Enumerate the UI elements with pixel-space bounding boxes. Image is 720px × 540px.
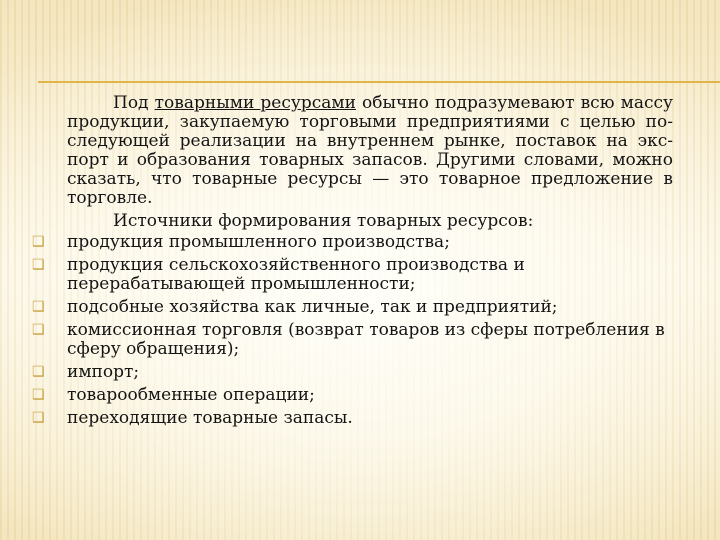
list-item-text: продукция сельскохозяйственного производства и перерабатывающей промышленности; <box>67 255 525 294</box>
list-item-text: импорт; <box>67 362 140 382</box>
bullet-icon: ❑ <box>32 234 45 250</box>
list-item-text: комиссионная торговля (возврат товаров из сферы потребления в сферу обращения); <box>67 320 665 359</box>
slide-body <box>32 93 673 432</box>
intro-rest: обычно подразумевают всю массу продукции, закупаемую торговыми предприятиями с целью по-следующей реализации на внутреннем рынке, поставок на экс-порт и образования товарных запасов. Другими словами, можно сказать, что товарные ресурсы — это товарное предложение в торговле. <box>67 93 673 208</box>
intro-prefix: Под <box>113 93 155 113</box>
list-item-text: товарообменные операции; <box>67 385 315 405</box>
list-item <box>32 255 673 294</box>
list-item-text: переходящие товарные запасы. <box>67 408 353 428</box>
bullet-icon: ❑ <box>32 257 45 273</box>
intro-paragraph <box>67 94 673 208</box>
list-item-text: подсобные хозяйства как личные, так и предприятий; <box>67 297 558 317</box>
bullet-icon: ❑ <box>32 322 45 338</box>
list-item <box>32 385 673 405</box>
list-item <box>32 297 673 317</box>
bullet-icon: ❑ <box>32 364 45 380</box>
intro-term: товарными ресурсами <box>154 93 356 113</box>
bullet-icon: ❑ <box>32 387 45 403</box>
sources-heading: Источники формирования товарных ресурсов: <box>113 211 534 231</box>
bullet-icon: ❑ <box>32 299 45 315</box>
list-item <box>32 232 673 252</box>
list-item-text: продукция промышленного производства; <box>67 232 450 252</box>
list-item <box>32 362 673 382</box>
list-item <box>32 408 673 428</box>
sources-list <box>32 232 673 428</box>
list-item <box>32 320 673 359</box>
header-divider <box>38 81 720 83</box>
bullet-icon: ❑ <box>32 410 45 426</box>
